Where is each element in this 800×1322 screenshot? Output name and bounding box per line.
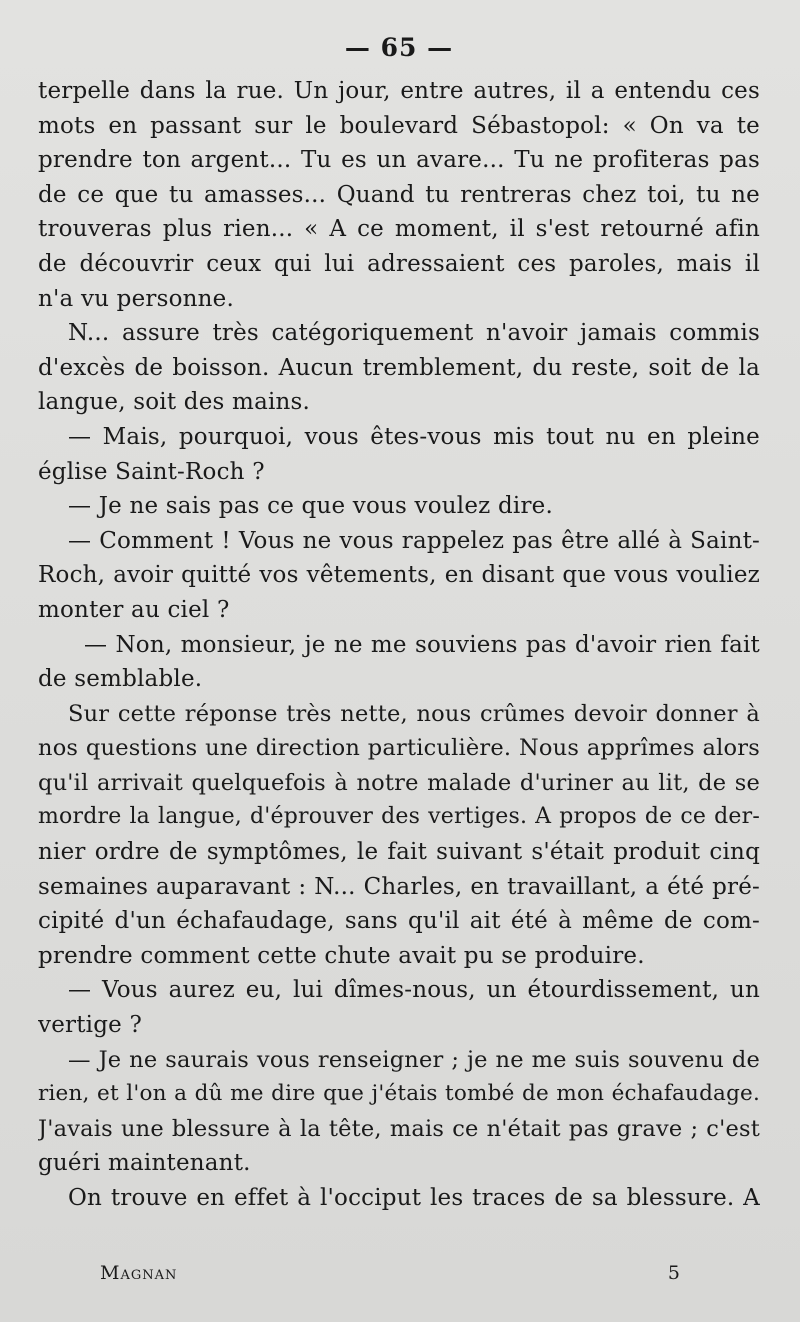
text-line: de ce que tu amasses... Quand tu rentreras chez toi, tu ne xyxy=(38,181,760,208)
text-line: cipité d'un échafaudage, sans qu'il ait été à même de com- xyxy=(38,908,760,935)
text-line: semaines auparavant : N... Charles, en travaillant, a été pré- xyxy=(38,873,760,900)
page-number: — 65 — xyxy=(344,33,454,62)
text-line: nos questions une direction particulière. Nous apprîmes alors xyxy=(38,735,760,762)
footer-author: Magnan xyxy=(100,1262,178,1284)
text-line: langue, soit des mains. xyxy=(38,389,311,416)
text-line: J'avais une blessure à la tête, mais ce n'était pas grave ; c'est xyxy=(38,1115,760,1142)
text-line: — Non, monsieur, je ne me souviens pas d'avoir rien fait xyxy=(84,631,760,658)
text-line: n'a vu personne. xyxy=(38,285,235,312)
text-line: église Saint-Roch ? xyxy=(38,458,265,485)
text-line: vertige ? xyxy=(38,1012,142,1039)
page-footer xyxy=(100,1262,680,1292)
text-line: On trouve en effet à l'occiput les traces de sa blessure. A xyxy=(68,1185,760,1211)
text-line: N... assure très catégoriquement n'avoir jamais commis xyxy=(68,320,760,347)
text-line: prendre comment cette chute avait pu se produire. xyxy=(38,942,645,969)
text-line: d'excès de boisson. Aucun tremblement, du reste, soit de la xyxy=(38,354,760,381)
text-line: — Comment ! Vous ne vous rappelez pas être allé à Saint- xyxy=(68,527,760,554)
text-line: de semblable. xyxy=(38,666,203,693)
text-line: — Je ne sais pas ce que vous voulez dire. xyxy=(68,493,554,520)
footer-signature-mark: 5 xyxy=(667,1262,680,1284)
text-line: rien, et l'on a dû me dire que j'étais tombé de mon échafaudage. xyxy=(38,1081,760,1107)
body-text xyxy=(38,74,760,1216)
text-line: monter au ciel ? xyxy=(38,596,230,623)
text-line: Roch, avoir quitté vos vêtements, en disant que vous vouliez xyxy=(38,562,760,589)
text-line: — Mais, pourquoi, vous êtes-vous mis tout nu en pleine xyxy=(68,423,760,450)
text-line: de découvrir ceux qui lui adressaient ces paroles, mais il xyxy=(38,250,760,277)
text-line: qu'il arrivait quelquefois à notre malade d'uriner au lit, de se xyxy=(38,769,760,796)
text-line: guéri maintenant. xyxy=(38,1150,251,1177)
text-line: — Vous aurez eu, lui dîmes-nous, un étourdissement, un xyxy=(68,977,760,1004)
text-line: Sur cette réponse très nette, nous crûmes devoir donner à xyxy=(68,700,760,727)
text-line: trouveras plus rien... « A ce moment, il s'est retourné afin xyxy=(38,216,760,243)
text-line: terpelle dans la rue. Un jour, entre autres, il a entendu ces xyxy=(38,78,760,104)
text-line: nier ordre de symptômes, le fait suivant s'était produit cinq xyxy=(38,839,760,866)
text-line: prendre ton argent... Tu es un avare... Tu ne profiteras pas xyxy=(38,147,760,174)
text-line: mots en passant sur le boulevard Sébastopol: « On va te xyxy=(38,112,760,139)
text-line: — Je ne saurais vous renseigner ; je ne me suis souvenu de xyxy=(68,1046,760,1073)
text-line: mordre la langue, d'éprouver des vertiges. A propos de ce der- xyxy=(38,804,760,830)
